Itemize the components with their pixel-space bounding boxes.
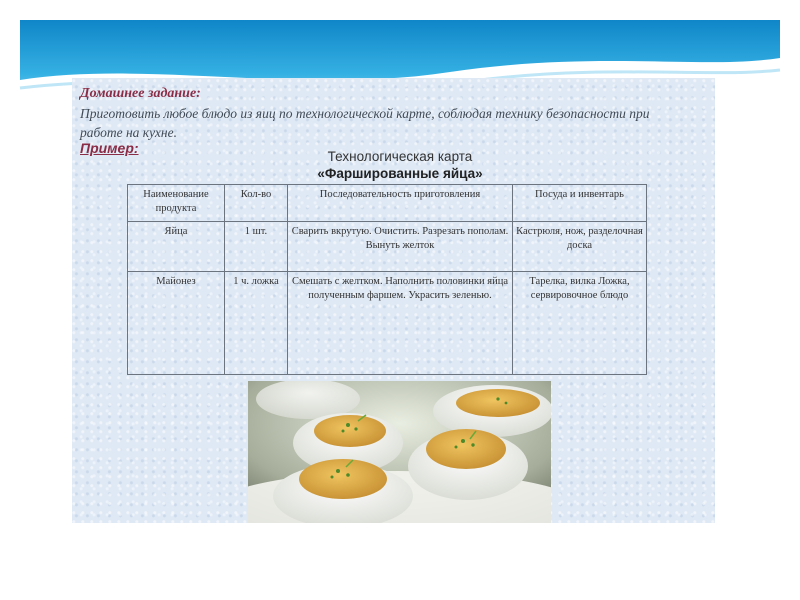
header-cell-quantity: Кол-во (225, 185, 288, 222)
table-row (128, 272, 647, 375)
table-cell: Яйца (128, 222, 225, 272)
example-label: Пример: (80, 140, 139, 156)
card-title: Технологическая карта (327, 149, 473, 164)
tech-card-table (127, 184, 647, 375)
homework-text: Приготовить любое блюдо из яиц по технологической карте, соблюдая технику безопасности при работе на кухне. (80, 106, 650, 140)
table-cell: Тарелка, вилка Ложка, сервировочное блюдо (513, 272, 647, 375)
table-cell: Кастрюля, нож, разделочная доска (513, 222, 647, 272)
table-cell: Сварить вкрутую. Очистить. Разрезать пополам. Вынуть желток (288, 222, 513, 272)
stuffed-eggs-photo (248, 381, 551, 523)
table-cell: Смешать с желтком. Наполнить половинки яйца полученным фаршем. Украсить зеленью. (288, 272, 513, 375)
table-header-row (128, 185, 647, 222)
table-cell: Майонез (128, 272, 225, 375)
table-cell: 1 шт. (225, 222, 288, 272)
homework-title: Домашнее задание: (80, 86, 201, 101)
header-cell-sequence: Последовательность приготовления (288, 185, 513, 222)
card-subtitle: «Фаршированные яйца» (317, 166, 483, 181)
header-cell-product: Наименование продукта (128, 185, 225, 222)
table-cell: 1 ч. ложка (225, 272, 288, 375)
header-cell-tools: Посуда и инвентарь (513, 185, 647, 222)
table-row (128, 222, 647, 272)
